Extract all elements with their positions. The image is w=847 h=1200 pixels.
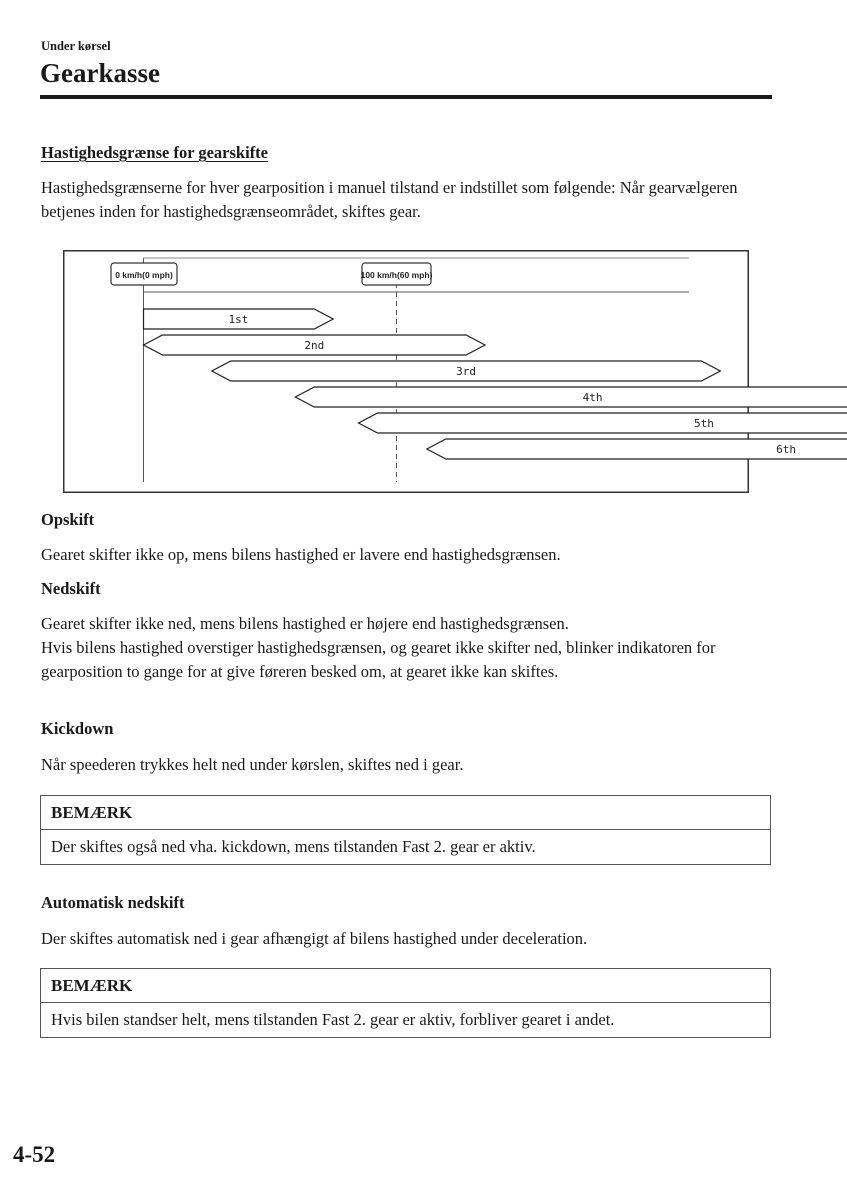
gear-label-5: 5th [693, 417, 714, 430]
note-2-title: BEMÆRK [41, 969, 770, 1003]
heading-downshift: Nedskift [41, 579, 101, 598]
heading-auto-downshift: Automatisk nedskift [41, 893, 185, 912]
note-box-2 [40, 968, 771, 1038]
gear-bar-5 [359, 413, 847, 433]
page-title: Gearkasse [40, 58, 160, 88]
auto-downshift-text: Der skiftes automatisk ned i gear afhængigt af bilens hastighed under deceleration. [41, 929, 588, 948]
section-label: Under kørsel [41, 39, 111, 53]
upshift-text: Gearet skifter ikke op, mens bilens hastighed er lavere end hastighedsgrænsen. [41, 545, 561, 564]
gear-label-6: 6th [776, 443, 797, 456]
downshift-text-1: Gearet skifter ikke ned, mens bilens hastighed er højere end hastighedsgrænsen. [41, 614, 569, 633]
page-number: 4-52 [13, 1142, 56, 1167]
downshift-text [41, 612, 781, 684]
intro-paragraph: Hastighedsgrænserne for hver gearposition i manuel tilstand er indstillet som følgende: Når gearvælgeren betjenes inden for hastighedsgrænseområdet, skiftes gear. [41, 178, 738, 221]
heading-speed-limit: Hastighedsgrænse for gearskifte [41, 143, 269, 162]
gear-label-1: 1st [228, 313, 249, 326]
note-box-1 [40, 795, 771, 865]
note-2-text: Hvis bilen standser helt, mens tilstanden Fast 2. gear er aktiv, forbliver gearet i andet. [51, 1010, 615, 1029]
speed-label-hundred: 100 km/h(60 mph) [360, 270, 433, 280]
heading-kickdown: Kickdown [41, 719, 114, 738]
gear-bar-4 [295, 387, 847, 407]
gear-label-2: 2nd [304, 339, 325, 352]
downshift-text-2: Hvis bilens hastighed overstiger hastighedsgrænsen, og gearet ikke skifter ned, blinker indikatoren for gearposition to gange for at give føreren besked om, at gearet ikke kan skiftes. [41, 638, 716, 681]
gear-speed-diagram [63, 250, 797, 493]
speed-label-zero: 0 km/h(0 mph) [115, 270, 173, 280]
title-rule [40, 95, 772, 99]
note-1-text: Der skiftes også ned vha. kickdown, mens tilstanden Fast 2. gear er aktiv. [51, 837, 536, 856]
gear-label-3: 3rd [456, 365, 477, 378]
heading-upshift: Opskift [41, 510, 95, 529]
kickdown-text: Når speederen trykkes helt ned under kørslen, skiftes ned i gear. [41, 755, 464, 774]
gear-label-4: 4th [582, 391, 603, 404]
note-1-title: BEMÆRK [41, 796, 770, 830]
